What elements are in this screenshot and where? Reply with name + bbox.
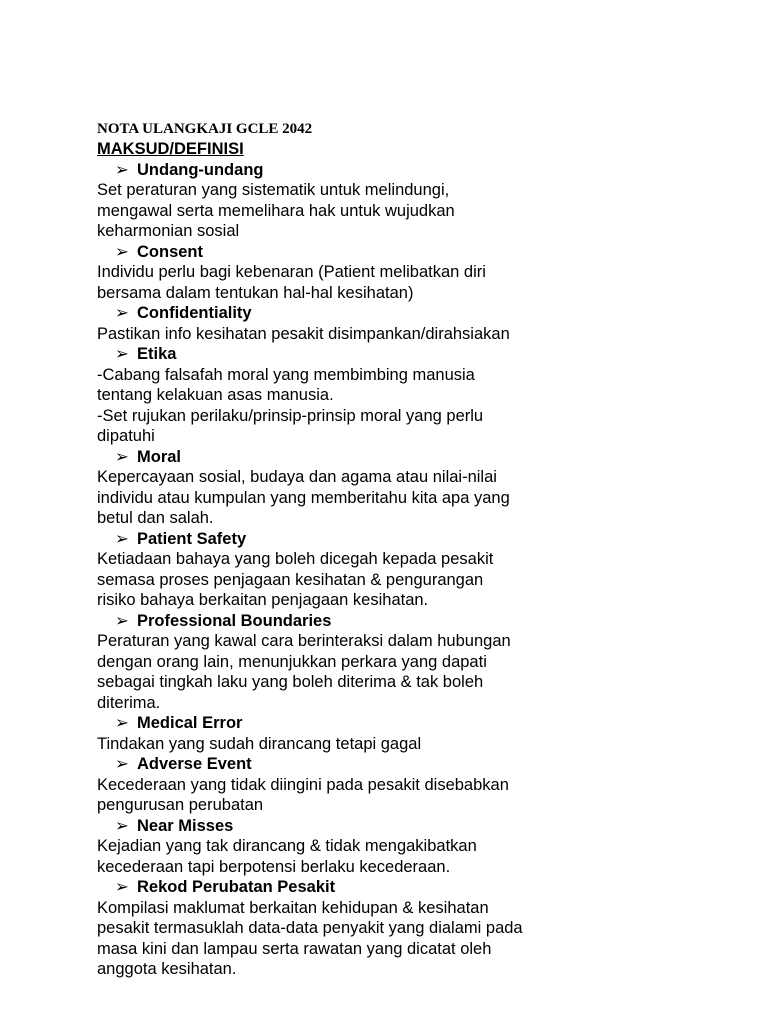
- definition-entry: [97, 344, 737, 447]
- definition-text-line: pesakit termasuklah data-data penyakit yang dialami pada: [97, 919, 523, 937]
- definition-term-label: Undang-undang: [137, 160, 264, 179]
- definition-term: [97, 816, 737, 837]
- arrow-bullet-icon: ➢: [115, 611, 129, 630]
- definition-term: [97, 877, 737, 898]
- definition-term-label: Patient Safety: [137, 529, 247, 548]
- arrow-bullet-icon: ➢: [115, 714, 129, 732]
- definition-entry: [97, 611, 737, 714]
- section-heading: MAKSUD/DEFINISI: [97, 140, 244, 158]
- definition-term: [97, 611, 737, 632]
- definition-text-line: sebagai tingkah laku yang boleh diterima & tak boleh: [97, 673, 484, 691]
- definition-text-line: dengan orang lain, menunjukkan perkara yang dapati: [97, 652, 487, 671]
- definition-text-line: diterima.: [97, 693, 161, 712]
- definition-list: [97, 160, 737, 980]
- definition-term-label: Etika: [137, 345, 177, 363]
- definition-text-line: -Cabang falsafah moral yang membimbing manusia: [97, 365, 475, 384]
- definition-entry: [97, 713, 737, 754]
- definition-text-line: Ketiadaan bahaya yang boleh dicegah kepada pesakit: [97, 550, 494, 568]
- arrow-bullet-icon: ➢: [115, 878, 129, 896]
- definition-term-label: Adverse Event: [137, 755, 252, 773]
- definition-text-line: Kejadian yang tak dirancang & tidak mengakibatkan: [97, 837, 477, 855]
- definition-term-label: Rekod Perubatan Pesakit: [137, 878, 336, 896]
- definition-text-line: Pastikan info kesihatan pesakit disimpankan/dirahsiakan: [97, 324, 510, 343]
- arrow-bullet-icon: ➢: [115, 160, 129, 179]
- definition-text-line: kecederaan tapi berpotensi berlaku kecederaan.: [97, 857, 451, 876]
- definition-entry: [97, 242, 737, 304]
- definition-entry: [97, 877, 737, 980]
- definition-text-line: anggota kesihatan.: [97, 960, 237, 978]
- definition-text-line: semasa proses penjagaan kesihatan & pengurangan: [97, 570, 484, 589]
- definition-entry: [97, 447, 737, 529]
- definition-entry: [97, 754, 737, 816]
- definition-term-label: Medical Error: [137, 714, 243, 732]
- definition-entry: [97, 303, 737, 344]
- arrow-bullet-icon: ➢: [115, 816, 129, 835]
- definition-term-label: Consent: [137, 242, 203, 261]
- arrow-bullet-icon: ➢: [115, 345, 129, 363]
- definition-text-line: masa kini dan lampau serta rawatan yang dicatat oleh: [97, 939, 492, 958]
- arrow-bullet-icon: ➢: [115, 242, 129, 261]
- arrow-bullet-icon: ➢: [115, 304, 129, 322]
- definition-text-line: risiko bahaya berkaitan penjagaan kesihatan.: [97, 591, 429, 609]
- definition-term-label: Confidentiality: [137, 304, 252, 322]
- definition-text-line: tentang kelakuan asas manusia.: [97, 386, 334, 404]
- definition-text-line: bersama dalam tentukan hal-hal kesihatan): [97, 283, 414, 302]
- definition-term: [97, 529, 737, 550]
- definition-term: [97, 303, 737, 324]
- definition-text-line: mengawal serta memelihara hak untuk wujudkan: [97, 201, 455, 220]
- arrow-bullet-icon: ➢: [115, 447, 129, 466]
- document-page: [97, 119, 737, 980]
- definition-text-line: Set peraturan yang sistematik untuk melindungi,: [97, 181, 450, 199]
- definition-term-label: Near Misses: [137, 816, 234, 835]
- definition-text-line: Peraturan yang kawal cara berinteraksi dalam hubungan: [97, 632, 511, 650]
- definition-term: [97, 242, 737, 263]
- definition-entry: [97, 160, 737, 242]
- definition-text-line: Individu perlu bagi kebenaran (Patient melibatkan diri: [97, 263, 486, 281]
- definition-text-line: Tindakan yang sudah dirancang tetapi gagal: [97, 734, 422, 753]
- definition-term: [97, 447, 737, 468]
- arrow-bullet-icon: ➢: [115, 755, 129, 773]
- document-title: NOTA ULANGKAJI GCLE 2042: [97, 121, 313, 137]
- definition-text-line: pengurusan perubatan: [97, 796, 264, 814]
- definition-term: [97, 754, 737, 775]
- definition-term: [97, 713, 737, 734]
- definition-text-line: betul dan salah.: [97, 509, 214, 527]
- definition-text-line: Kecederaan yang tidak diingini pada pesakit disebabkan: [97, 775, 509, 794]
- definition-text-line: keharmonian sosial: [97, 222, 240, 240]
- definition-term: [97, 344, 737, 365]
- definition-text-line: -Set rujukan perilaku/prinsip-prinsip moral yang perlu: [97, 406, 484, 425]
- definition-term: [97, 160, 737, 181]
- definition-term-label: Moral: [137, 447, 182, 466]
- definition-text-line: Kompilasi maklumat berkaitan kehidupan & kesihatan: [97, 898, 489, 917]
- definition-entry: [97, 816, 737, 878]
- definition-entry: [97, 529, 737, 611]
- definition-text-line: Kepercayaan sosial, budaya dan agama atau nilai-nilai: [97, 468, 497, 486]
- definition-text-line: individu atau kumpulan yang memberitahu kita apa yang: [97, 488, 510, 507]
- definition-text-line: dipatuhi: [97, 427, 155, 445]
- arrow-bullet-icon: ➢: [115, 529, 129, 548]
- definition-term-label: Professional Boundaries: [137, 611, 332, 630]
